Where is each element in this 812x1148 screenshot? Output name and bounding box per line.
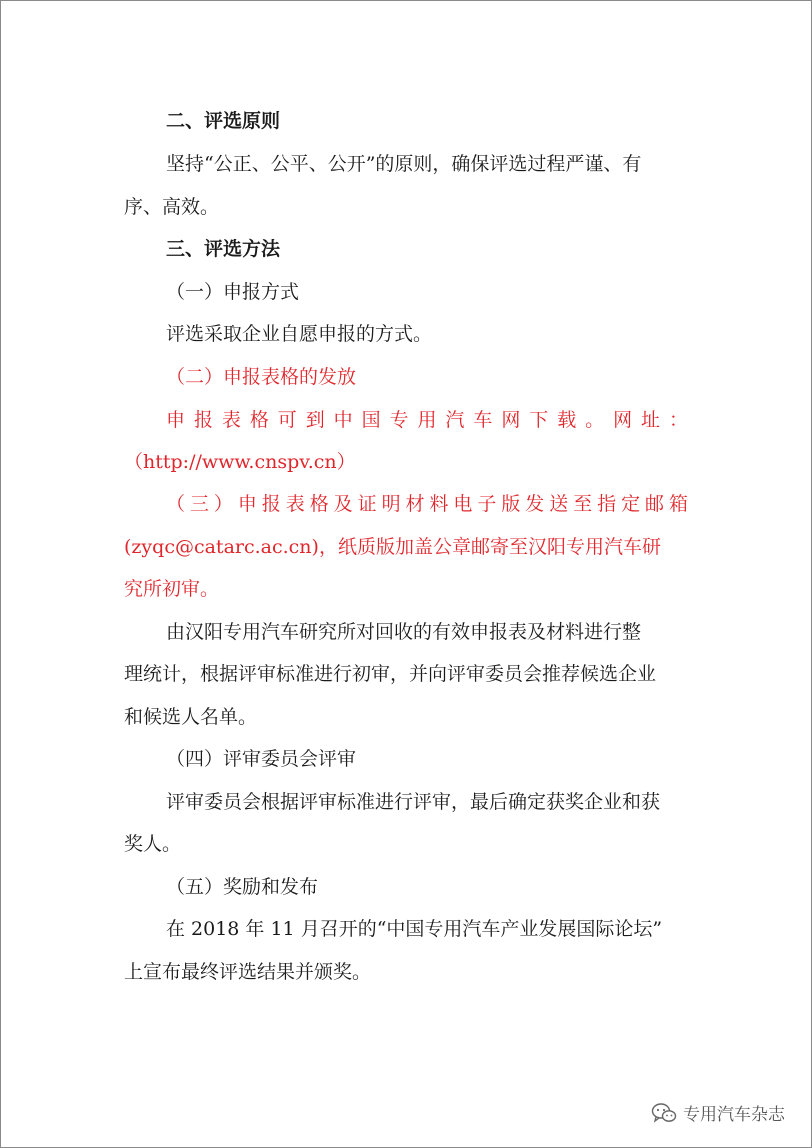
sub2-heading: （二）申报表格的发放 [166,366,357,388]
watermark [651,1100,785,1125]
sub5-heading: （五）奖励和发布 [166,876,319,898]
sub4-text-line1: 评审委员会根据评审标准进行评审，最后确定获奖企业和获 [166,791,661,813]
sub5-text-line2: 上宣布最终评选结果并颁奖。 [124,961,372,983]
sub4-text-line2: 奖人。 [124,833,182,855]
sub3-text-line2: (zyqc@catarc.ac.cn)，纸质版加盖公章邮寄至汉阳专用汽车研 [124,536,661,558]
section3-heading: 三、评选方法 [166,238,281,260]
paragraph-line1: 由汉阳专用汽车研究所对回收的有效申报表及材料进行整 [166,621,642,643]
sub5-text-line1: 在 2018 年 11 月召开的“中国专用汽车产业发展国际论坛” [166,918,663,940]
sub1-heading: （一）申报方式 [166,281,300,303]
section2-text-line2: 序、高效。 [124,196,220,218]
sub1-text: 评选采取企业自愿申报的方式。 [166,323,433,345]
wechat-icon [651,1102,677,1124]
section2-text-line1: 坚持“公正、公平、公开”的原则，确保评选过程严谨、有 [166,153,642,175]
watermark-text: 专用汽车杂志 [683,1105,785,1125]
sub3-text-line3: 究所初审。 [124,578,220,600]
sub2-text-line1: 申报表格可到中国专用汽车网下载。网址： [166,409,688,431]
paragraph-line3: 和候选人名单。 [124,706,258,728]
paragraph-line2: 理统计，根据评审标准进行初审，并向评审委员会推荐候选企业 [124,663,657,685]
sub3-text-line1: （三）申报表格及证明材料电子版发送至指定邮箱 [166,493,688,515]
sub4-heading: （四）评审委员会评审 [166,748,357,770]
section2-heading: 二、评选原则 [166,110,281,132]
sub2-url: （http://www.cnspv.cn） [124,451,356,473]
